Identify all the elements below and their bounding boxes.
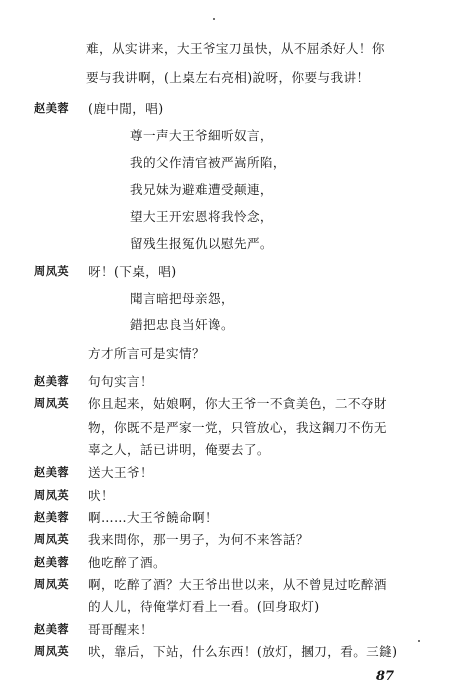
- scan-speck: [418, 640, 420, 642]
- speaker-label: 周凤英: [34, 577, 70, 591]
- verse-line: 我的父作清官被严嵩所陷，: [130, 155, 286, 170]
- text-line: 我来問你，那一男子，为何不来答話？: [88, 532, 309, 548]
- speaker-label: 周凤英: [34, 533, 70, 547]
- text-line: 吠！: [88, 487, 114, 503]
- text-line: 辜之人，話已讲明，俺要去了。: [88, 441, 270, 457]
- verse-line: 留残生报冤仇以慰先严。: [130, 236, 273, 251]
- text-line: 物，你既不是严家一党，只管放心，我这鋼刀不伤无: [88, 419, 387, 435]
- text-line: 哥哥醒来！: [88, 621, 153, 637]
- text-line: 他吃醉了酒。: [88, 554, 166, 570]
- stage-direction: (鹿中閒，唱): [88, 101, 164, 116]
- scan-speck: [213, 18, 215, 20]
- text-line: 吠，靠后，下站，什么东西！(放灯，摑刀，看。三鏠): [88, 644, 398, 659]
- speaker-label: 赵美蓉: [34, 375, 70, 388]
- verse-line: 錯把忠良当奸谗。: [130, 317, 234, 332]
- verse-line: 尊一声大王爷細听奴言，: [130, 128, 273, 143]
- text-line: 句句实言！: [88, 374, 153, 389]
- text-line: 啊……大王爷饒命啊！: [88, 509, 218, 525]
- text-line: 呀！(下桌，唱): [88, 264, 177, 279]
- speaker-label: 周凤英: [34, 645, 70, 658]
- verse-line: 我兄妹为避难遭受颠連，: [130, 182, 273, 197]
- speaker-label: 赵美蓉: [34, 466, 70, 480]
- speaker-label: 周凤英: [34, 265, 70, 278]
- verse-line: 聞言暗把母亲怨，: [130, 291, 234, 306]
- speaker-label: 赵美蓉: [34, 102, 70, 115]
- speaker-label: 周凤英: [34, 397, 70, 411]
- speaker-label: 赵美蓉: [34, 555, 70, 569]
- text-line: 送大王爷！: [88, 465, 153, 481]
- speaker-label: 周凤英: [34, 488, 70, 502]
- text-line: 难，从实讲来，大王爷宝刀虽快，从不屈杀好人！你: [86, 41, 385, 56]
- page-number: 87: [376, 669, 395, 684]
- text-line: 的人儿，待俺掌灯看上一看。(回身取灯): [88, 599, 320, 615]
- text-line: 啊，吃醉了酒？大王爷出世以来，从不曾見过吃醉酒: [88, 576, 387, 592]
- verse-line: 望大王开宏恩将我怜念，: [130, 209, 273, 224]
- text-line: 方才所言可是实情？: [88, 346, 205, 361]
- speaker-label: 赵美蓉: [34, 510, 70, 524]
- text-line: 要与我讲啊，(上桌左右亮相)說呀，你要与我讲！: [86, 70, 370, 85]
- text-line: 你且起来，姑娘啊，你大王爷一不貪美色，二不夺財: [88, 396, 387, 412]
- speaker-label: 赵美蓉: [34, 622, 70, 636]
